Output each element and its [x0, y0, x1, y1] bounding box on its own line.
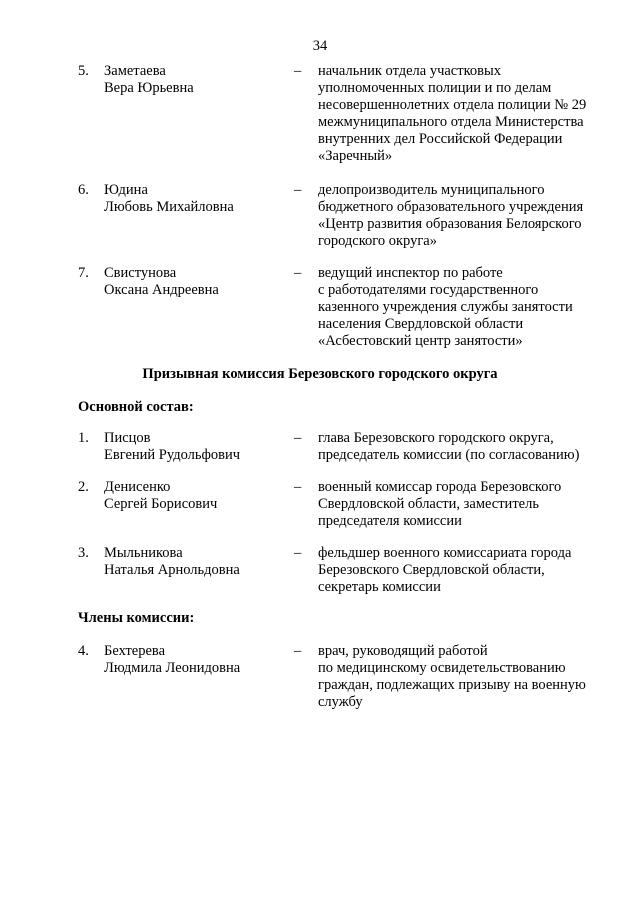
role-line: Березовского Свердловской области, — [318, 562, 545, 578]
surname: Юдина — [104, 182, 148, 198]
given-names: Евгений Рудольфович — [104, 447, 241, 463]
entry-number: 5. — [78, 63, 89, 79]
role-line: уполномоченных полиции и по делам — [318, 80, 552, 96]
dash: – — [294, 643, 302, 659]
role-line: по медицинскому освидетельствованию — [318, 660, 566, 676]
given-names: Вера Юрьевна — [104, 80, 194, 96]
role-line: службу — [318, 694, 363, 710]
role-description — [318, 479, 610, 530]
role-line: межмуниципального отдела Министерства — [318, 114, 584, 130]
given-names: Оксана Андреевна — [104, 282, 219, 298]
role-line: секретарь комиссии — [318, 579, 441, 595]
entry-number: 3. — [78, 545, 89, 561]
surname: Писцов — [104, 430, 151, 446]
section-title: Призывная комиссия Березовского городского округа — [142, 366, 498, 382]
given-names: Наталья Арнольдовна — [104, 562, 240, 578]
entry-number: 4. — [78, 643, 89, 659]
role-line: глава Березовского городского округа, — [318, 430, 554, 446]
role-line: председателя комиссии — [318, 513, 462, 529]
role-line: бюджетного образовательного учреждения — [318, 199, 584, 215]
dash: – — [294, 182, 302, 198]
role-line: делопроизводитель муниципального — [318, 182, 545, 198]
person-name — [104, 63, 294, 97]
role-line: граждан, подлежащих призыву на военную — [318, 677, 586, 693]
entry-number: 6. — [78, 182, 89, 198]
role-description — [318, 643, 610, 711]
members-heading: Члены комиссии: — [78, 610, 195, 626]
role-line: «Заречный» — [318, 148, 393, 164]
role-line: ведущий инспектор по работе — [318, 265, 503, 281]
person-name — [104, 430, 294, 464]
dash: – — [294, 265, 302, 281]
dash: – — [294, 63, 302, 79]
dash: – — [294, 545, 302, 561]
role-description — [318, 265, 610, 350]
surname: Мыльникова — [104, 545, 183, 561]
role-line: врач, руководящий работой — [318, 643, 488, 659]
role-line: городского округа» — [318, 233, 437, 249]
role-line: населения Свердловской области — [318, 316, 524, 332]
dash: – — [294, 479, 302, 495]
entry-number: 7. — [78, 265, 89, 281]
main-composition-heading: Основной состав: — [78, 399, 194, 415]
dash: – — [294, 430, 302, 446]
role-line: внутренних дел Российской Федерации — [318, 131, 563, 147]
surname: Свистунова — [104, 265, 177, 281]
role-description — [318, 545, 610, 596]
given-names: Любовь Михайловна — [104, 199, 234, 215]
role-line: несовершеннолетних отдела полиции № 29 — [318, 97, 587, 113]
page-number: 34 — [312, 38, 328, 54]
person-name — [104, 182, 294, 216]
surname: Бехтерева — [104, 643, 166, 659]
role-line: «Асбестовский центр занятости» — [318, 333, 523, 349]
role-line: военный комиссар города Березовского — [318, 479, 562, 495]
surname: Денисенко — [104, 479, 171, 495]
person-name — [104, 545, 294, 579]
given-names: Людмила Леонидовна — [104, 660, 241, 676]
entry-number: 1. — [78, 430, 89, 446]
role-description — [318, 182, 610, 250]
role-line: начальник отдела участковых — [318, 63, 501, 79]
role-line: Свердловской области, заместитель — [318, 496, 539, 512]
person-name — [104, 643, 294, 677]
person-name — [104, 479, 294, 513]
role-description — [318, 63, 610, 165]
role-line: председатель комиссии (по согласованию) — [318, 447, 580, 463]
role-line: казенного учреждения службы занятости — [318, 299, 573, 315]
entry-number: 2. — [78, 479, 89, 495]
given-names: Сергей Борисович — [104, 496, 218, 512]
role-line: «Центр развития образования Белоярского — [318, 216, 582, 232]
role-description — [318, 430, 610, 464]
role-line: фельдшер военного комиссариата города — [318, 545, 572, 561]
person-name — [104, 265, 294, 299]
surname: Заметаева — [104, 63, 166, 79]
role-line: с работодателями государственного — [318, 282, 539, 298]
